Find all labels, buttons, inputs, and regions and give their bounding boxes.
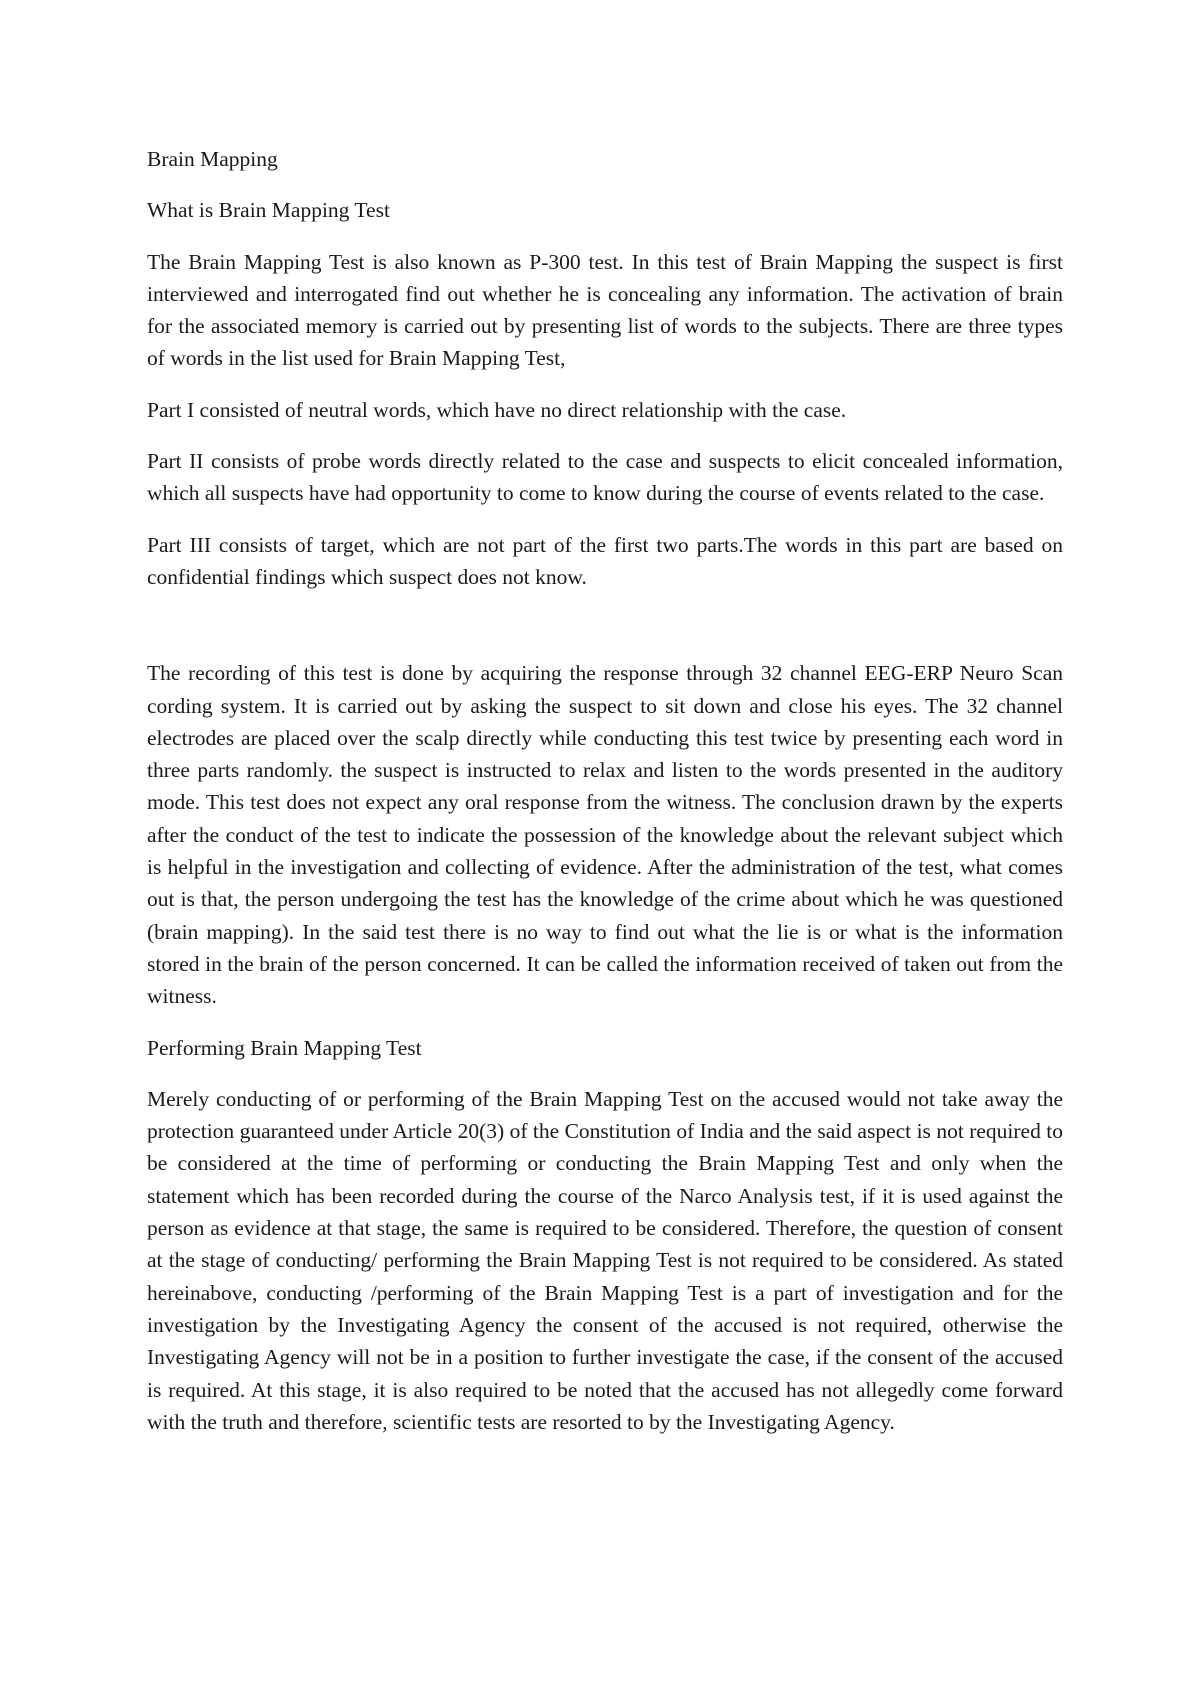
paragraph-recording: The recording of this test is done by acquiring the response through 32 channel EEG-ERP Neuro Scan cording system. It is carried out by asking the suspect to sit down and close his eyes. The 32 channel electrodes are placed over the scalp directly while conducting this test twice by presenting each word in three parts randomly. the suspect is instructed to relax and listen to the words presented in the auditory mode. This test does not expect any oral response from the witness. The conclusion drawn by the experts after the conduct of the test to indicate the possession of the knowledge about the relevant subject which is helpful in the investigation and collecting of evidence. After the administration of the test, what comes out is that, the person undergoing the test has the knowledge of the crime about which he was questioned (brain mapping). In the said test there is no way to find out what the lie is or what is the information stored in the brain of the person concerned. It can be called the information received of taken out from the witness. [147, 661, 1063, 1009]
paragraph-intro: The Brain Mapping Test is also known as P-300 test. In this test of Brain Mapping the suspect is first interviewed and interrogated find out whether he is concealing any information. The activation of brain for the associated memory is carried out by presenting list of words to the subjects. There are three types of words in the list used for Brain Mapping Test, [147, 249, 1063, 371]
section-heading-what-is: What is Brain Mapping Test [147, 198, 390, 223]
paragraph-part-3: Part III consists of target, which are not part of the first two parts.The words in this part are based on confidential findings which suspect does not know. [147, 532, 1063, 589]
paragraph-part-2: Part II consists of probe words directly related to the case and suspects to elicit concealed information, which all suspects have had opportunity to come to know during the course of events related to the case. [147, 449, 1063, 506]
section-heading-performing: Performing Brain Mapping Test [147, 1035, 422, 1060]
blank-gap [147, 612, 1063, 657]
paragraph-performing: Merely conducting of or performing of the Brain Mapping Test on the accused would not take away the protection guaranteed under Article 20(3) of the Constitution of India and the said aspect is not required to be considered at the time of performing or conducting the Brain Mapping Test and only when the statement which has been recorded during the course of the Narco Analysis test, if it is used against the person as evidence at that stage, the same is required to be considered. Therefore, the question of consent at the stage of conducting/ performing the Brain Mapping Test is not required to be considered. As stated hereinabove, conducting /performing of the Brain Mapping Test is a part of investigation and for the investigation by the Investigating Agency the consent of the accused is not required, otherwise the Investigating Agency will not be in a position to further investigate the case, if the consent of the accused is required. At this stage, it is also required to be noted that the accused has not allegedly come forward with the truth and therefore, scientific tests are resorted to by the Investigating Agency. [147, 1086, 1063, 1434]
paragraph-part-1: Part I consisted of neutral words, which have no direct relationship with the case. [147, 397, 847, 422]
document-body [147, 143, 1063, 1457]
document-title: Brain Mapping [147, 147, 278, 171]
